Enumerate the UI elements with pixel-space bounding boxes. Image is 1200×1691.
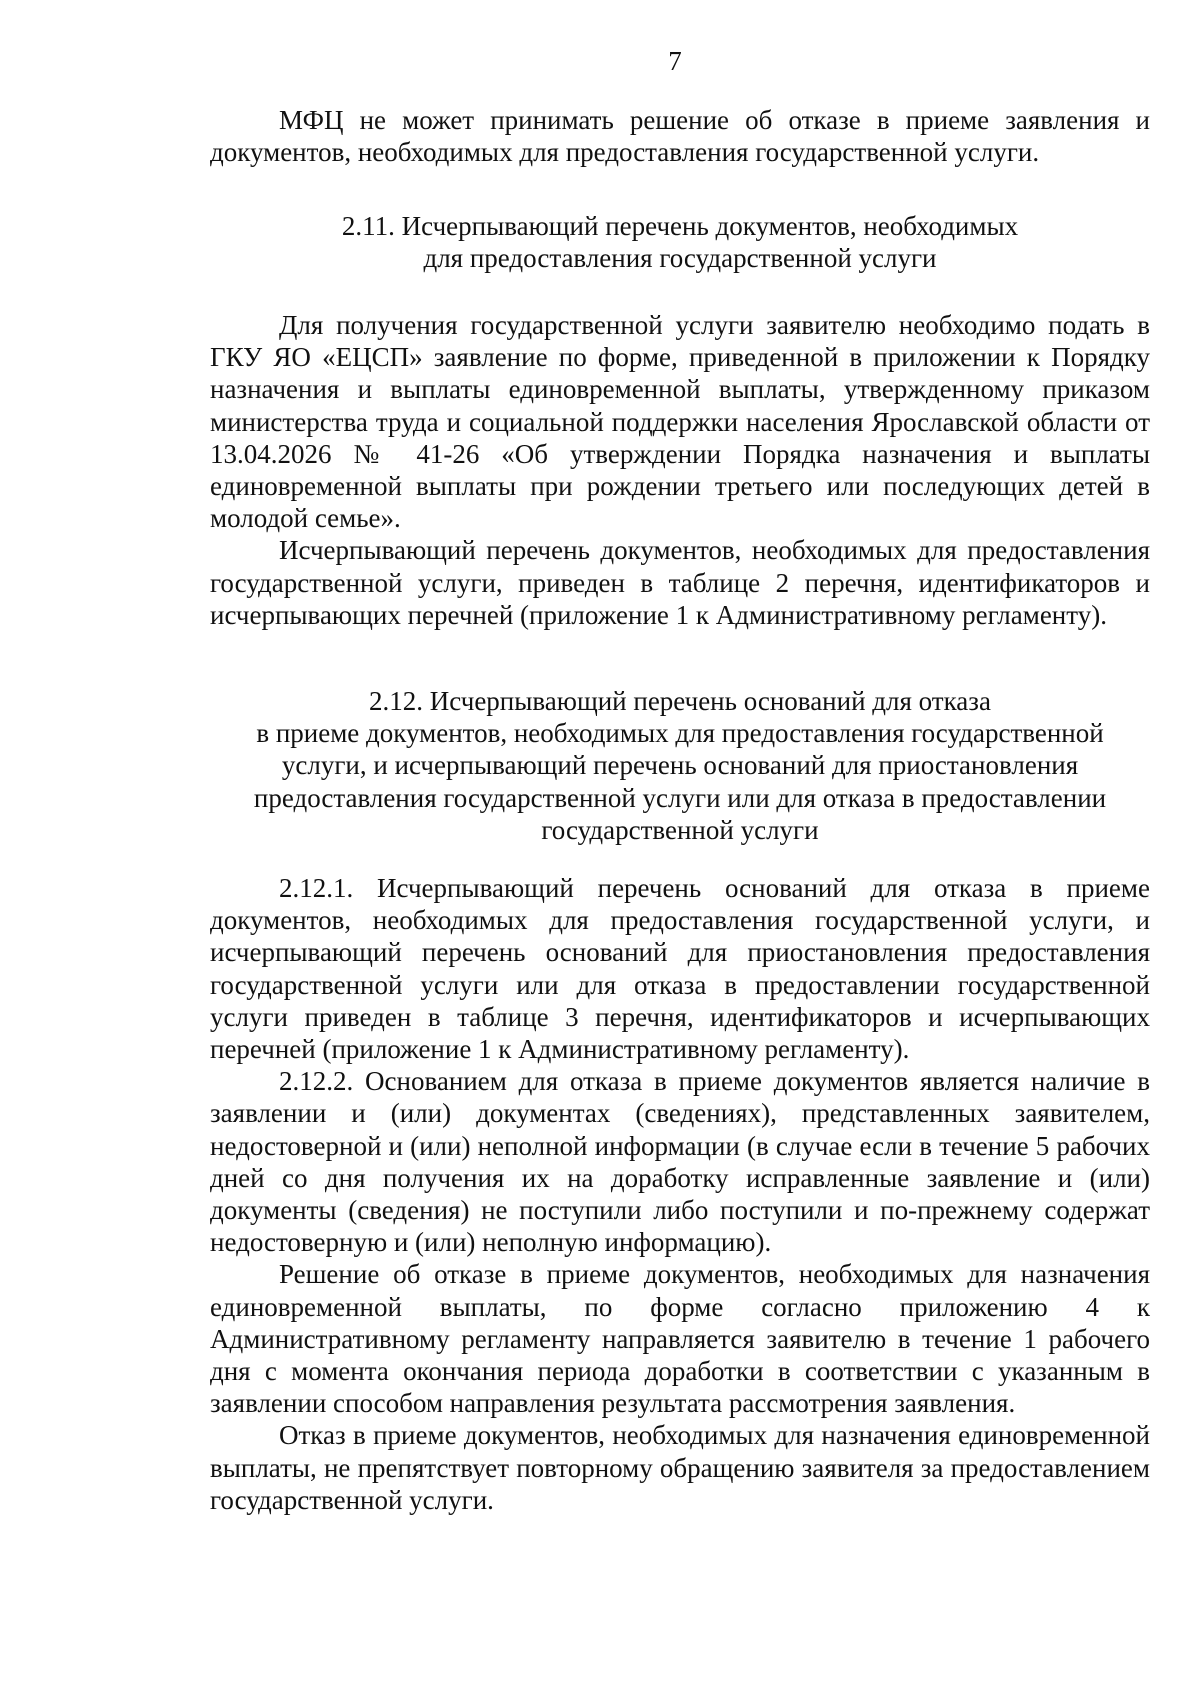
section-heading-line: предоставления государственной услуги или для отказа в предоставлении (253, 782, 1107, 813)
section-2-12-heading (210, 685, 1150, 846)
section-heading-line: для предоставления государственной услуги (423, 243, 937, 274)
section-heading-line: 2.11. Исчерпывающий перечень документов, необходимых (341, 211, 1019, 241)
section-heading-line: в приеме документов, необходимых для предоставления государственной (256, 718, 1104, 749)
section-2-11-body (210, 309, 1150, 631)
paragraph: Для получения государственной услуги заявителю необходимо подать в ГКУ ЯО «ЕЦСП» заявление по форме, приведенной в приложении к Порядку назначения и выплаты единовременной выплаты, утвержденному приказом министерства труда и социальной поддержки населения Ярославской области от 13.04.2026 № 41-26 «Об утверждении Порядка назначения и выплаты единовременной выплаты при рождении третьего или последующих детей в молодой семье». (210, 310, 1150, 534)
paragraph: 2.12.1. Исчерпывающий перечень оснований для отказа в приеме документов, необходимых для предоставления государственной услуги, и исчерпывающий перечень оснований для приостановления предоставления государственной услуги или для отказа в предоставлении государственной услуги приведен в таблице 3 перечня, идентификаторов и исчерпывающих перечней (приложение 1 к Административному регламенту). (210, 873, 1150, 1065)
section-2-11-heading (210, 210, 1150, 274)
paragraph: 2.12.2. Основанием для отказа в приеме документов является наличие в заявлении и (или) документах (сведениях), представленных заявителем, недостоверной и (или) неполной информации (в случае если в течение 5 рабочих дней со дня получения их на доработку исправленные заявление и (или) документы (сведения) не поступили либо поступили и по-прежнему содержат недостоверную и (или) неполную информацию). (210, 1066, 1150, 1258)
paragraph: Отказ в приеме документов, необходимых для назначения единовременной выплаты, не препятствует повторному обращению заявителя за предоставлением государственной услуги. (210, 1420, 1150, 1515)
page-number: 7 (668, 46, 682, 76)
paragraph: Исчерпывающий перечень документов, необходимых для предоставления государственной услуги, приведен в таблице 2 перечня, идентификаторов и исчерпывающих перечней (приложение 1 к Административному регламенту). (210, 535, 1150, 630)
section-2-12-body (210, 872, 1150, 1516)
section-heading-line: услуги, и исчерпывающий перечень оснований для приостановления (281, 750, 1079, 781)
paragraph: Решение об отказе в приеме документов, необходимых для назначения единовременной выплаты, по форме согласно приложению 4 к Административному регламенту направляется заявителю в течение 1 рабочего дня с момента окончания периода доработки в соответствии с указанным в заявлении способом направления результата рассмотрения заявления. (210, 1259, 1150, 1419)
mfc-paragraph-block (210, 104, 1150, 168)
section-heading-line: 2.12. Исчерпывающий перечень оснований для отказа (369, 686, 991, 716)
section-heading-line: государственной услуги (541, 814, 819, 845)
paragraph-mfc: МФЦ не может принимать решение об отказе в приеме заявления и документов, необходимых для предоставления государственной услуги. (210, 105, 1150, 168)
